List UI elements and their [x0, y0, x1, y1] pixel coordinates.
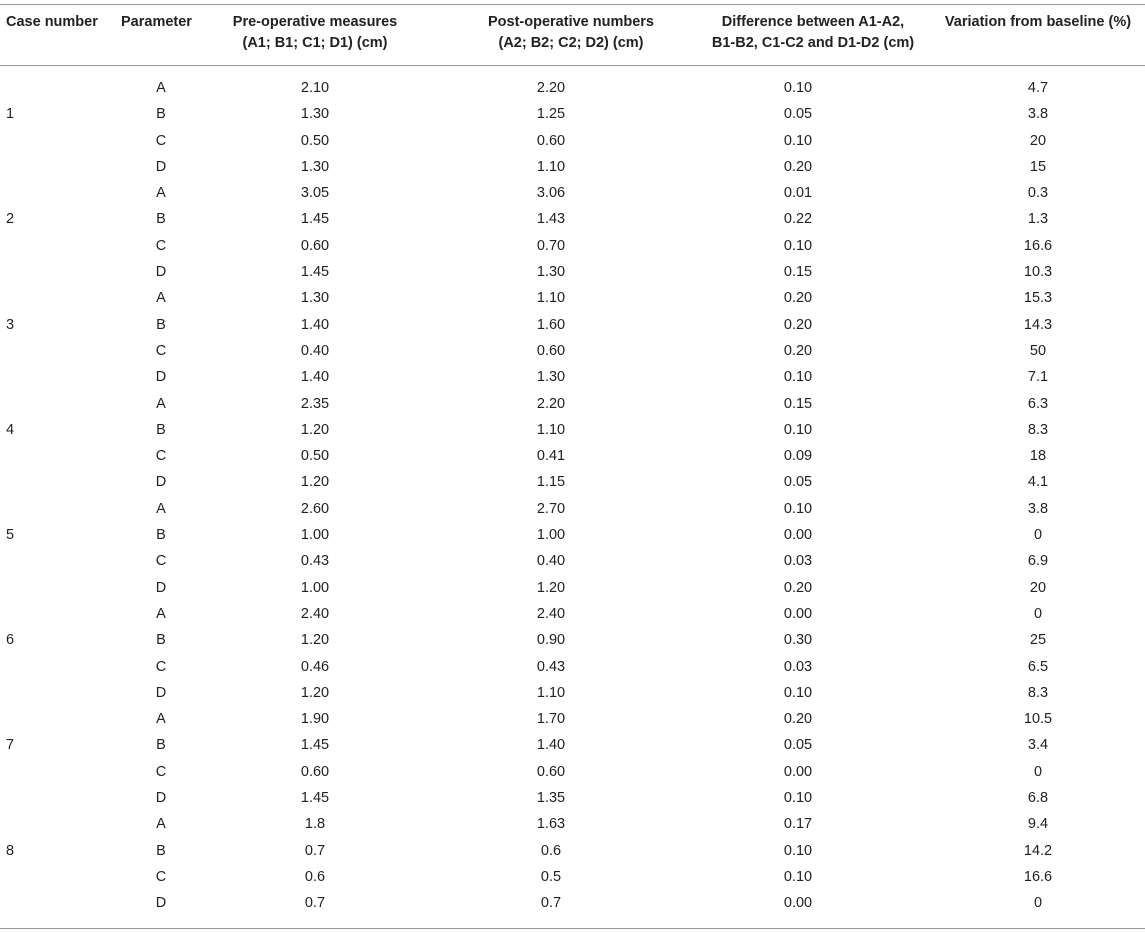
cell-difference: 0.00	[783, 895, 813, 912]
cell-parameter: C	[155, 658, 167, 675]
cell-post-operative: 1.43	[536, 211, 566, 228]
table-row	[0, 706, 1145, 732]
cell-post-operative: 0.43	[536, 658, 566, 675]
cell-variation: 10.3	[1023, 264, 1053, 281]
cell-parameter: A	[156, 500, 166, 517]
cell-difference: 0.20	[783, 579, 813, 596]
table-row	[0, 259, 1145, 285]
cell-pre-operative: 0.60	[300, 237, 330, 254]
cell-pre-operative: 1.45	[300, 790, 330, 807]
cell-parameter: A	[156, 80, 166, 96]
cell-variation: 18	[1029, 448, 1047, 465]
table-row	[0, 785, 1145, 811]
table-row	[0, 180, 1145, 206]
cell-variation: 14.3	[1023, 316, 1053, 333]
cell-parameter: C	[155, 237, 167, 254]
cell-pre-operative: 2.10	[300, 80, 330, 96]
cell-pre-operative: 1.30	[300, 290, 330, 307]
cell-pre-operative: 2.60	[300, 500, 330, 517]
table-row	[0, 154, 1145, 180]
table-row	[0, 522, 1145, 548]
cell-difference: 0.15	[783, 264, 813, 281]
cell-pre-operative: 1.45	[300, 264, 330, 281]
cell-difference: 0.09	[783, 448, 813, 465]
table-row	[0, 732, 1145, 758]
cell-variation: 15.3	[1023, 290, 1053, 307]
table-row	[0, 233, 1145, 259]
cell-post-operative: 0.7	[540, 895, 562, 912]
cell-parameter: C	[155, 763, 167, 780]
cell-pre-operative: 0.7	[304, 842, 326, 859]
table-row	[0, 654, 1145, 680]
cell-pre-operative: 1.20	[300, 474, 330, 491]
cell-pre-operative: 0.50	[300, 448, 330, 465]
table-bottom-rule	[0, 928, 1145, 929]
cell-pre-operative: 2.35	[300, 395, 330, 412]
cell-difference: 0.00	[783, 605, 813, 622]
cell-difference: 0.10	[783, 369, 813, 386]
cell-parameter: D	[155, 790, 167, 807]
cell-post-operative: 1.25	[536, 106, 566, 123]
table-row	[0, 890, 1145, 916]
cell-post-operative: 0.40	[536, 553, 566, 570]
cell-variation: 25	[1029, 632, 1047, 649]
cell-difference: 0.05	[783, 106, 813, 123]
cell-pre-operative: 1.20	[300, 421, 330, 438]
table-row	[0, 627, 1145, 653]
table-row	[0, 417, 1145, 443]
cell-pre-operative: 1.00	[300, 579, 330, 596]
cell-case-number: 3	[6, 316, 15, 333]
header-post-operative	[446, 12, 696, 54]
cell-difference: 0.05	[783, 737, 813, 754]
table-top-rule	[0, 4, 1145, 5]
cell-parameter: D	[155, 264, 167, 281]
cell-difference: 0.10	[783, 237, 813, 254]
cell-parameter: B	[156, 316, 166, 333]
cell-parameter: C	[155, 868, 167, 885]
cell-parameter: D	[155, 474, 167, 491]
cell-post-operative: 1.60	[536, 316, 566, 333]
cell-post-operative: 1.35	[536, 790, 566, 807]
cell-parameter: A	[156, 290, 166, 307]
cell-post-operative: 1.63	[536, 816, 566, 833]
table-row	[0, 75, 1145, 101]
table-row	[0, 838, 1145, 864]
cell-variation: 16.6	[1023, 868, 1053, 885]
cell-post-operative: 2.20	[536, 395, 566, 412]
cell-variation: 9.4	[1027, 816, 1049, 833]
cell-variation: 4.7	[1027, 80, 1049, 96]
cell-parameter: B	[156, 527, 166, 544]
cell-variation: 14.2	[1023, 842, 1053, 859]
cell-parameter: D	[155, 684, 167, 701]
cell-difference: 0.01	[783, 185, 813, 202]
cell-parameter: A	[156, 711, 166, 728]
cell-difference: 0.20	[783, 316, 813, 333]
cell-variation: 8.3	[1027, 421, 1049, 438]
cell-post-operative: 1.10	[536, 421, 566, 438]
cell-pre-operative: 0.6	[304, 868, 326, 885]
cell-post-operative: 2.40	[536, 605, 566, 622]
cell-post-operative: 0.60	[536, 132, 566, 149]
cell-post-operative: 0.60	[536, 342, 566, 359]
cell-pre-operative: 1.20	[300, 632, 330, 649]
cell-variation: 1.3	[1027, 211, 1049, 228]
cell-parameter: B	[156, 842, 166, 859]
table-row	[0, 811, 1145, 837]
cell-pre-operative: 0.50	[300, 132, 330, 149]
cell-variation: 6.9	[1027, 553, 1049, 570]
cell-difference: 0.03	[783, 553, 813, 570]
cell-difference: 0.03	[783, 658, 813, 675]
cell-variation: 0	[1033, 527, 1043, 544]
cell-post-operative: 1.00	[536, 527, 566, 544]
cell-difference: 0.10	[783, 790, 813, 807]
cell-case-number: 4	[6, 421, 15, 438]
table-row	[0, 548, 1145, 574]
header-parameter: Parameter	[121, 14, 192, 30]
cell-pre-operative: 0.60	[300, 763, 330, 780]
cell-variation: 8.3	[1027, 684, 1049, 701]
cell-difference: 0.20	[783, 711, 813, 728]
cell-case-number: 7	[6, 737, 15, 754]
header-difference-line-1: Difference between A1-A2,	[721, 14, 905, 30]
cell-post-operative: 0.41	[536, 448, 566, 465]
cell-pre-operative: 1.30	[300, 158, 330, 175]
cell-pre-operative: 1.45	[300, 211, 330, 228]
cell-post-operative: 0.90	[536, 632, 566, 649]
cell-difference: 0.22	[783, 211, 813, 228]
cell-difference: 0.20	[783, 290, 813, 307]
cell-parameter: C	[155, 342, 167, 359]
table-row	[0, 680, 1145, 706]
cell-pre-operative: 0.43	[300, 553, 330, 570]
cell-pre-operative: 1.90	[300, 711, 330, 728]
cell-post-operative: 1.10	[536, 158, 566, 175]
table-body	[0, 75, 1145, 917]
header-case-number: Case number	[6, 14, 98, 30]
header-variation: Variation from baseline (%)	[944, 14, 1132, 30]
cell-post-operative: 0.5	[540, 868, 562, 885]
cell-parameter: D	[155, 579, 167, 596]
cell-variation: 3.8	[1027, 500, 1049, 517]
cell-variation: 6.3	[1027, 395, 1049, 412]
cell-difference: 0.00	[783, 763, 813, 780]
cell-difference: 0.10	[783, 842, 813, 859]
cell-post-operative: 0.70	[536, 237, 566, 254]
cell-post-operative: 3.06	[536, 185, 566, 202]
cell-difference: 0.10	[783, 421, 813, 438]
cell-difference: 0.17	[783, 816, 813, 833]
cell-variation: 10.5	[1023, 711, 1053, 728]
table-row	[0, 101, 1145, 127]
cell-difference: 0.30	[783, 632, 813, 649]
table-row	[0, 601, 1145, 627]
cell-difference: 0.10	[783, 500, 813, 517]
cell-difference: 0.10	[783, 868, 813, 885]
cell-post-operative: 2.70	[536, 500, 566, 517]
table-row	[0, 285, 1145, 311]
cell-pre-operative: 2.40	[300, 605, 330, 622]
cell-difference: 0.10	[783, 80, 813, 96]
cell-difference: 0.20	[783, 342, 813, 359]
cell-variation: 0	[1033, 763, 1043, 780]
cell-variation: 4.1	[1027, 474, 1049, 491]
cell-parameter: A	[156, 605, 166, 622]
cell-post-operative: 1.10	[536, 290, 566, 307]
cell-difference: 0.10	[783, 684, 813, 701]
cell-variation: 20	[1029, 579, 1047, 596]
cell-parameter: B	[156, 737, 166, 754]
cell-difference: 0.10	[783, 132, 813, 149]
cell-variation: 15	[1029, 158, 1047, 175]
cell-post-operative: 1.10	[536, 684, 566, 701]
cell-variation: 0	[1033, 605, 1043, 622]
table-row	[0, 469, 1145, 495]
header-pre-operative-line-2: (A1; B1; C1; D1) (cm)	[242, 35, 388, 51]
cell-pre-operative: 1.20	[300, 684, 330, 701]
cell-pre-operative: 1.45	[300, 737, 330, 754]
cell-parameter: C	[155, 132, 167, 149]
cell-pre-operative: 1.8	[304, 816, 326, 833]
cell-pre-operative: 1.30	[300, 106, 330, 123]
cell-variation: 3.8	[1027, 106, 1049, 123]
header-pre-operative	[209, 12, 421, 54]
cell-parameter: C	[155, 448, 167, 465]
cell-variation: 0.3	[1027, 185, 1049, 202]
cell-pre-operative: 1.40	[300, 369, 330, 386]
cell-post-operative: 0.6	[540, 842, 562, 859]
header-post-operative-line-2: (A2; B2; C2; D2) (cm)	[498, 35, 644, 51]
cell-variation: 16.6	[1023, 237, 1053, 254]
cell-pre-operative: 0.40	[300, 342, 330, 359]
cell-parameter: D	[155, 895, 167, 912]
cell-post-operative: 1.15	[536, 474, 566, 491]
cell-parameter: D	[155, 369, 167, 386]
cell-difference: 0.05	[783, 474, 813, 491]
cell-pre-operative: 3.05	[300, 185, 330, 202]
header-difference-line-2: B1-B2, C1-C2 and D1-D2 (cm)	[711, 35, 915, 51]
header-pre-operative-line-1: Pre-operative measures	[232, 14, 398, 30]
table-row	[0, 443, 1145, 469]
cell-parameter: B	[156, 421, 166, 438]
cell-parameter: B	[156, 211, 166, 228]
table-row	[0, 864, 1145, 890]
table-row	[0, 575, 1145, 601]
cell-parameter: A	[156, 816, 166, 833]
table-row	[0, 496, 1145, 522]
cell-variation: 6.5	[1027, 658, 1049, 675]
cell-post-operative: 1.70	[536, 711, 566, 728]
cell-parameter: B	[156, 106, 166, 123]
cell-pre-operative: 1.00	[300, 527, 330, 544]
cell-difference: 0.00	[783, 527, 813, 544]
cell-post-operative: 2.20	[536, 80, 566, 96]
header-post-operative-line-1: Post-operative numbers	[488, 14, 654, 30]
cell-case-number: 5	[6, 527, 15, 544]
cell-difference: 0.15	[783, 395, 813, 412]
table-row	[0, 759, 1145, 785]
cell-variation: 6.8	[1027, 790, 1049, 807]
cell-difference: 0.20	[783, 158, 813, 175]
table-row	[0, 364, 1145, 390]
cell-variation: 7.1	[1027, 369, 1049, 386]
cell-variation: 3.4	[1027, 737, 1049, 754]
cell-pre-operative: 0.7	[304, 895, 326, 912]
table-row	[0, 206, 1145, 232]
cell-case-number: 8	[6, 842, 15, 859]
cell-post-operative: 1.30	[536, 369, 566, 386]
cell-post-operative: 0.60	[536, 763, 566, 780]
cell-variation: 20	[1029, 132, 1047, 149]
cell-pre-operative: 0.46	[300, 658, 330, 675]
table-row	[0, 312, 1145, 338]
cell-parameter: A	[156, 185, 166, 202]
header-difference	[688, 12, 938, 54]
cell-post-operative: 1.30	[536, 264, 566, 281]
cell-case-number: 2	[6, 211, 15, 228]
cell-parameter: C	[155, 553, 167, 570]
cell-parameter: A	[156, 395, 166, 412]
table-row	[0, 338, 1145, 364]
cell-case-number: 1	[6, 106, 15, 123]
table-row	[0, 391, 1145, 417]
cell-pre-operative: 1.40	[300, 316, 330, 333]
table-row	[0, 128, 1145, 154]
cell-parameter: B	[156, 632, 166, 649]
cell-post-operative: 1.20	[536, 579, 566, 596]
table-header-rule	[0, 65, 1145, 66]
cell-variation: 0	[1033, 895, 1043, 912]
cell-parameter: D	[155, 158, 167, 175]
cell-post-operative: 1.40	[536, 737, 566, 754]
cell-case-number: 6	[6, 632, 15, 649]
cell-variation: 50	[1029, 342, 1047, 359]
